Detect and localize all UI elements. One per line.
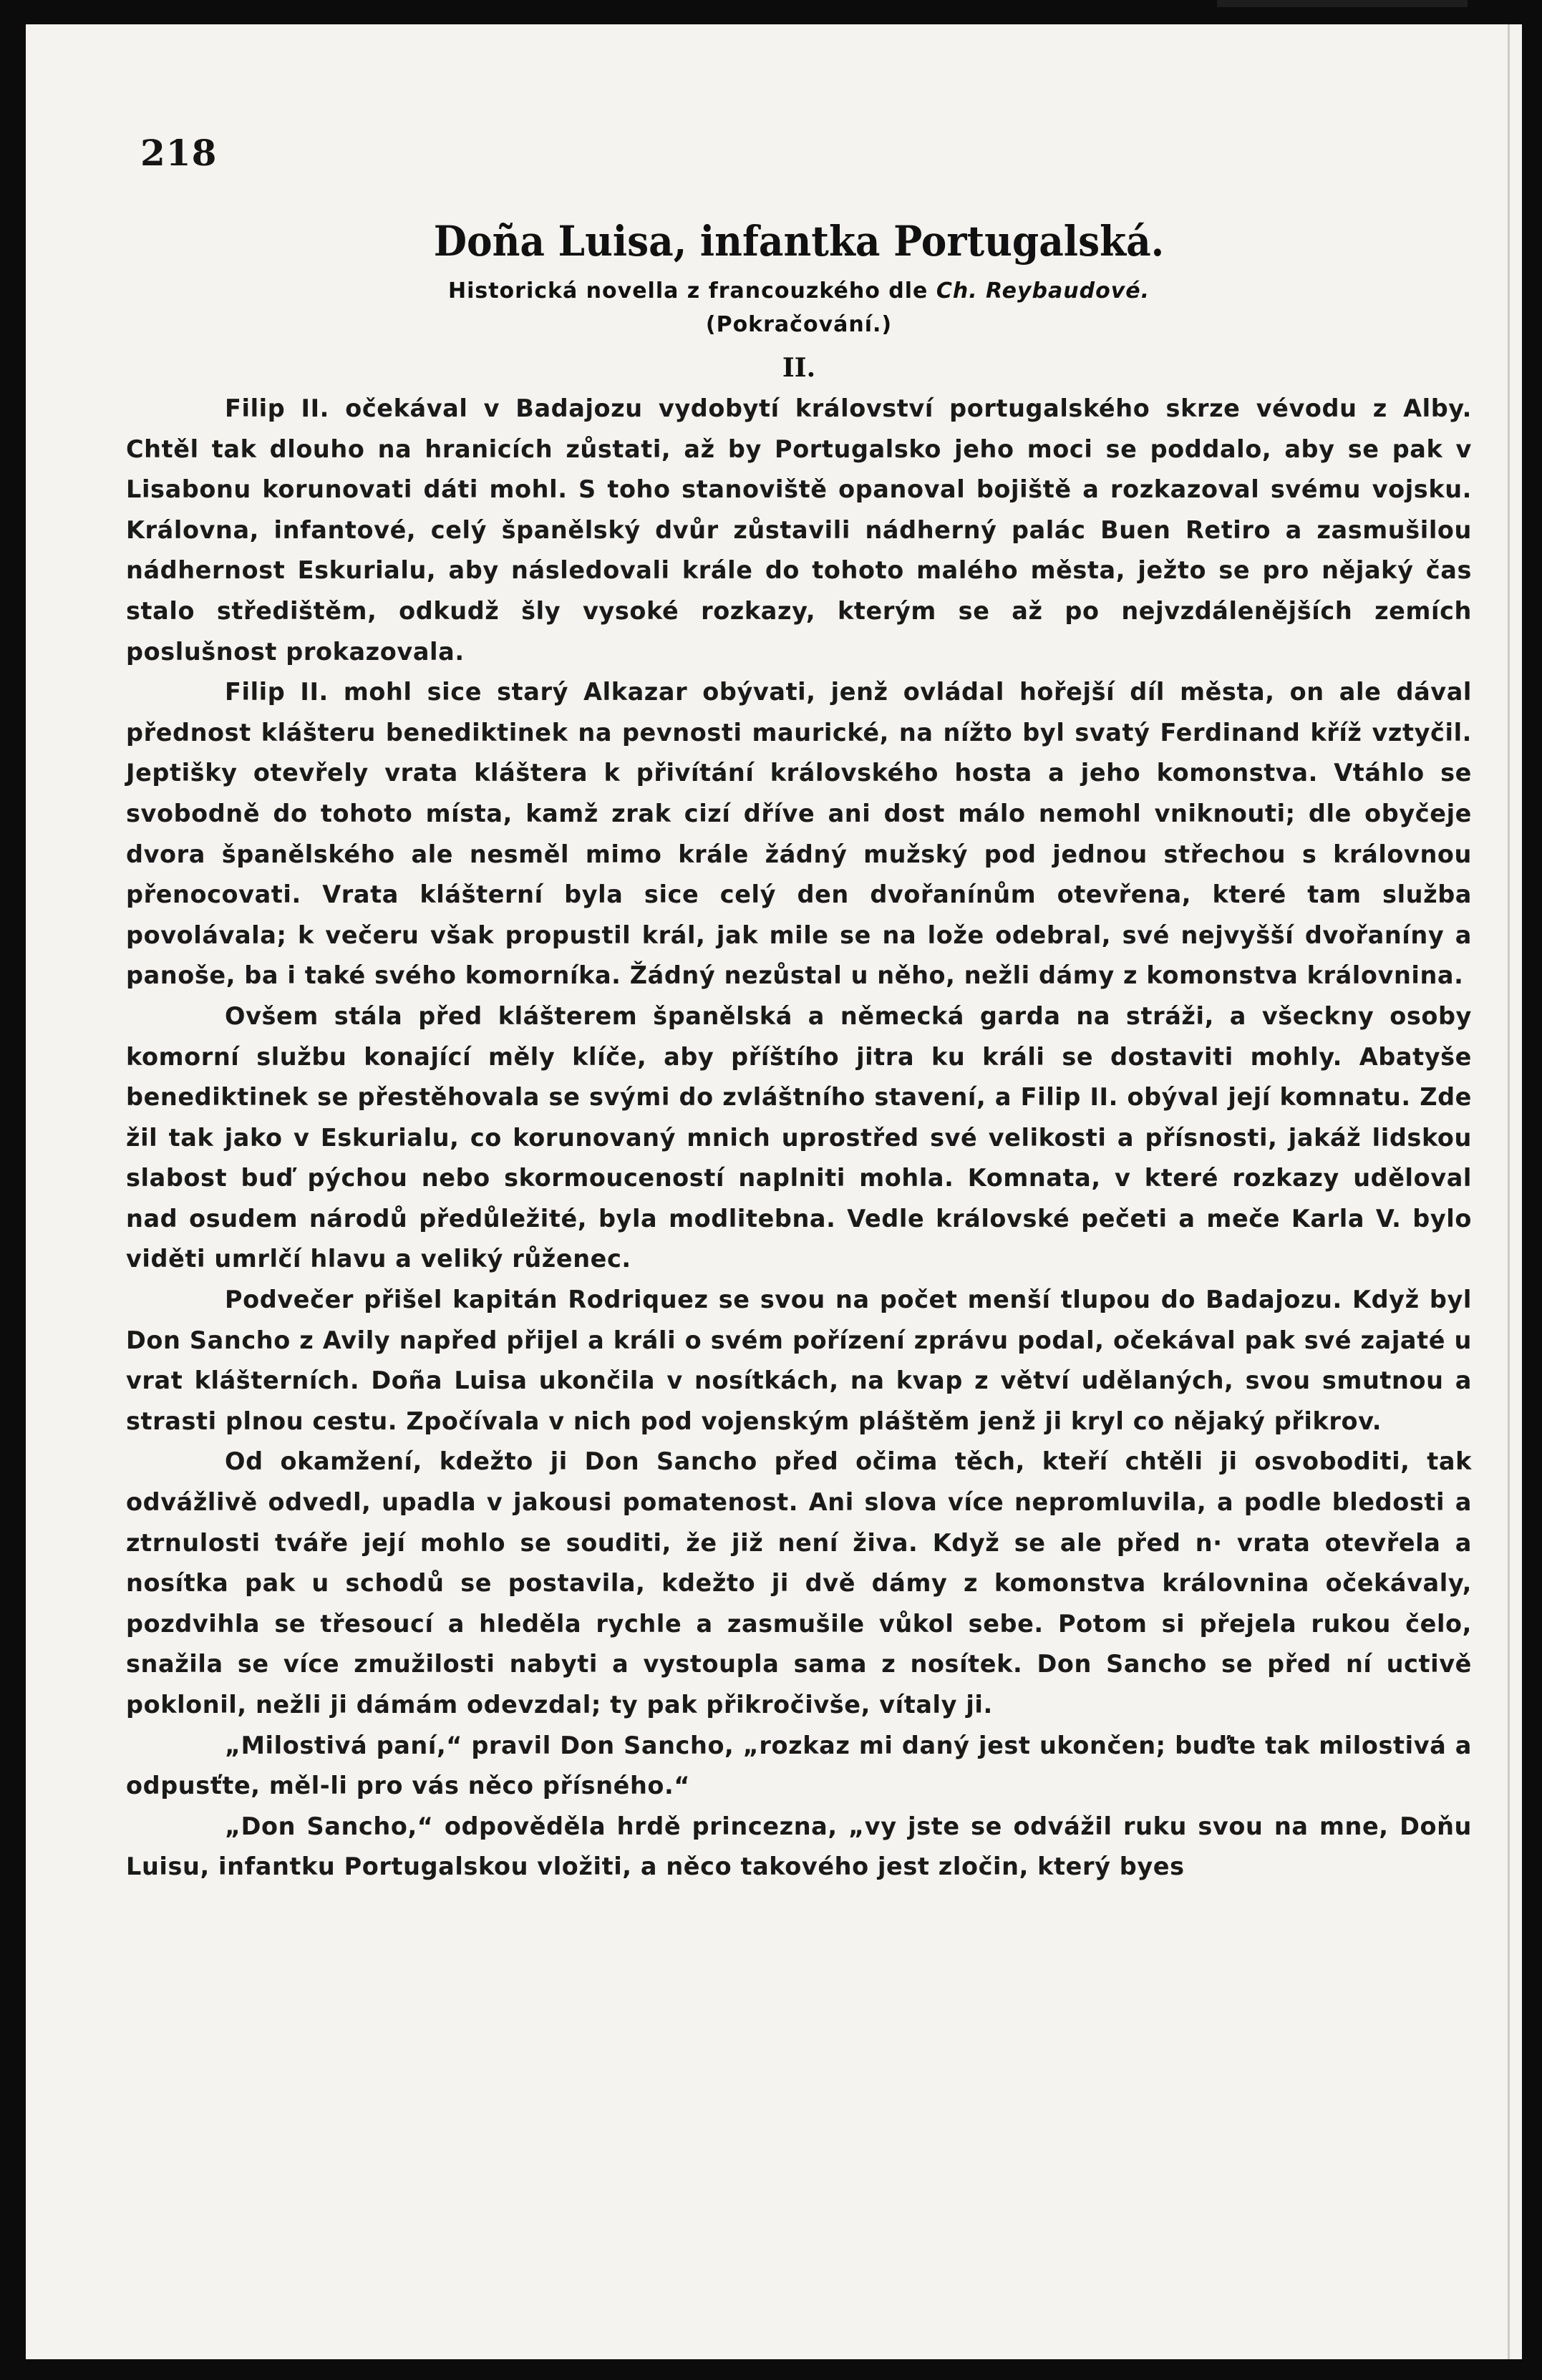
paragraph: Podvečer přišel kapitán Rodriquez se svou na počet menší tlupou do Badajozu. Když byl Don Sancho z Avily napřed přijel a králi o svém pořízení zprávu podal, očekával pak své zajaté u vrat klášterních. Doña Luisa ukončila v nosítkách, na kvap z větví udělaných, svou smutnou a strasti plnou cestu. Zpočívala v nich pod vojenským pláštěm jenž ji kryl co nějaký přikrov.: [126, 1286, 1472, 1435]
paragraph: Ovšem stála před klášterem španělská a německá garda na stráži, a všeckny osoby komorní službu konající měly klíče, aby příštího jitra ku králi se dostaviti mohly. Abatyše benediktinek se přestěhovala se svými do zvláštního stavení, a Filip II. obýval její komnatu. Zde žil tak jako v Eskurialu, co korunovaný mnich uprostřed své velikosti a přísnosti, jakáž lidskou slabost buď pýchou nebo skormouceností naplniti mohla. Komnata, v které rozkazy uděloval nad osudem národů předůležité, byla modlitebna. Vedle královské pečeti a meče Karla V. bylo viděti umrlčí hlavu a veliký růženec.: [126, 1001, 1472, 1273]
article-subtitle: [126, 278, 1472, 303]
article-title: Doña Luisa, infantka Portugalská.: [433, 217, 1165, 266]
page-number: 218: [140, 132, 218, 174]
chapter-number: II.: [782, 353, 816, 383]
paragraph: „Milostivá paní,“ pravil Don Sancho, „rozkaz mi daný jest ukončen; buďte tak milostivá a odpusťte, měl-li pro vás něco přísného.“: [126, 1731, 1472, 1800]
paragraph: Od okamžení, kdežto ji Don Sancho před očima těch, kteří chtěli ji osvoboditi, tak odvážlivě odvedl, upadla v jakousi pomatenost. Ani slova více nepromluvila, a podle bledosti a ztrnulosti tváře její mohlo se souditi, že již není živa. Když se ale před n· vrata otevřela a nosítka pak u schodů se postavila, kdežto ji dvě dámy z komonstva královnina očekávaly, pozdvihla se třesoucí a hleděla rychle a zasmušile vůkol sebe. Potom si přejela rukou čelo, snažila se více zmužilosti nabyti a vystoupla sama z nosítek. Don Sancho se před ní uctivě poklonil, nežli ji dámám odevzdal; ty pak přikročivše, vítaly ji.: [126, 1447, 1472, 1719]
paragraph: Filip II. mohl sice starý Alkazar obývati, jenž ovládal hořejší díl města, on ale dával přednost klášteru benediktinek na pevnosti maurické, na nížto byl svatý Ferdinand kříž vztyčil. Jeptišky otevřely vrata kláštera k přivítání královského hosta a jeho komonstva. Vtáhlo se svobodně do tohoto místa, kamž zrak cizí dříve ani dost málo nemohl vniknouti; dle obyčeje dvora španělského ale nesměl mimo krále žádný mužský pod jednou střechou s královnou přenocovati. Vrata klášterní byla sice celý den dvořanínům otevřena, které tam služba povolávala; k večeru však propustil král, jak mile se na lože odebral, své nejvyšší dvořaníny a panoše, ba i také svého komorníka. Žádný nezůstal u něho, nežli dámy z komonstva královnina.: [126, 678, 1472, 990]
page-edge-shadow: [1508, 24, 1510, 2359]
scan-edge-top: [1217, 0, 1468, 7]
subtitle-prefix: Historická novella z francouzkého dle: [447, 278, 928, 303]
paragraph: Filip II. očekával v Badajozu vydobytí království portugalského skrze vévodu z Alby. Chtěl tak dlouho na hranicích zůstati, až by Portugalsko jeho moci se poddalo, aby se pak v Lisabonu korunovati dáti mohl. S toho stanoviště opanoval bojiště a rozkazoval svému vojsku. Královna, infantové, celý španělský dvůr zůstavili nádherný palác Buen Retiro a zasmušilou nádhernost Eskurialu, aby následovali krále do tohoto malého města, ježto se pro nějaký čas stalo střediště‌m, odkudž šly vysoké rozkazy, kterým se až po nejvzdálenějších zemích poslušnost prokazovala.: [126, 394, 1472, 666]
page-content: [126, 132, 1472, 1888]
body-text: [126, 389, 1472, 1888]
subtitle-author: Ch. Reybaudové.: [936, 278, 1150, 303]
paragraph: „Don Sancho,“ odpověděla hrdě princezna, „vy jste se odvážil ruku svou na mne, Doňu Luisu, infantku Portugalskou vložiti, a něco takového jest zločin, který byes: [126, 1812, 1472, 1881]
continuation-note: (Pokračování.): [705, 312, 893, 337]
book-page: [26, 24, 1522, 2359]
title-block: [126, 217, 1472, 383]
